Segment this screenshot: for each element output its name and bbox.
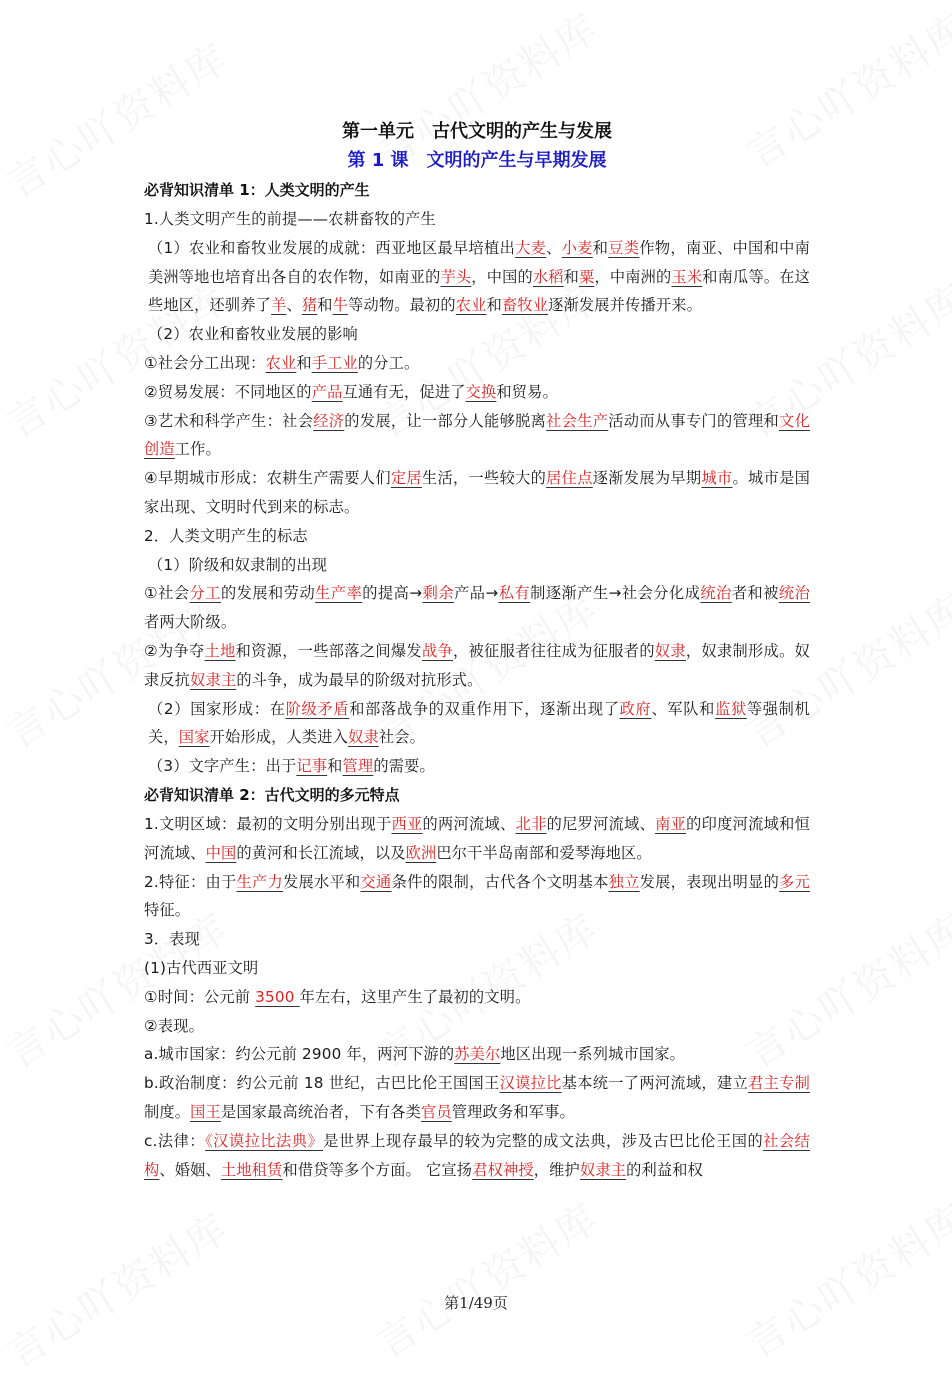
keyword-answer: 土地租赁	[220, 1160, 283, 1179]
keyword-answer: 汉谟拉比	[499, 1074, 562, 1093]
text-run: 和资源，一些部落之间爆发	[235, 641, 422, 660]
text-run: ，维护	[533, 1160, 580, 1179]
keyword-answer: 猪	[301, 296, 318, 315]
heading-premise: 1.人类文明产生的前提——农耕畜牧的产生	[144, 210, 436, 228]
text-run: 的尼罗河流域、	[546, 814, 656, 833]
unit-title: 第一单元 古代文明的产生与发展	[342, 121, 612, 142]
text-run: a.城市国家：约公元前 2900 年，两河下游的	[144, 1045, 455, 1064]
paragraph	[144, 695, 810, 753]
text-run: 工作。	[174, 440, 221, 459]
text-run: 管理政务和军事。	[451, 1102, 575, 1121]
watermark	[0, 1198, 238, 1379]
paragraph	[144, 810, 810, 868]
keyword-answer: 大麦	[515, 238, 547, 257]
text-run: 制度。	[144, 1102, 191, 1121]
paragraph	[144, 407, 810, 465]
subheading: （2）农业和畜牧业发展的影响	[148, 325, 358, 344]
text-run: 、	[286, 296, 302, 315]
keyword-answer: 土地	[204, 641, 236, 660]
keyword-answer: 农业	[265, 353, 297, 372]
watermark	[734, 1188, 952, 1370]
paragraph	[144, 1127, 810, 1185]
keyword-answer: 中国	[205, 843, 237, 862]
text-run: 和	[327, 757, 343, 776]
text-run: 、军队和	[651, 699, 716, 718]
text-run: 和贸易。	[496, 382, 558, 401]
keyword-answer: 交通	[360, 872, 392, 891]
text-run: 和借贷等多个方面。 它宣扬	[282, 1160, 473, 1179]
keyword-answer: 管理	[342, 757, 374, 776]
text-run: 的需要。	[373, 757, 435, 776]
keyword-answer: 牛	[332, 296, 349, 315]
paragraph	[144, 983, 810, 1012]
text-run: 2.特征：由于	[144, 872, 237, 891]
text-run: 产品→	[454, 584, 499, 603]
text-run: 活动而从事专门的管理和	[608, 411, 780, 430]
text-run: 是国家最高统治者，下有各类	[220, 1102, 421, 1121]
text-run: 等动物。最初的	[348, 296, 456, 315]
keyword-answer: 剩余	[422, 584, 455, 603]
keyword-answer: 生产率	[315, 584, 363, 603]
keyword-answer: 记事	[296, 757, 328, 776]
keyword-answer: 战争	[421, 641, 453, 660]
text-run: 制逐渐产生→社会分化成	[530, 584, 701, 603]
section-title-list1: 必背知识清单 1：人类文明的产生	[144, 181, 370, 199]
text-run: 作物，南亚、中国和中南美洲等地也培育出各自的农作物，如南亚的	[148, 238, 811, 286]
text-run: 发展，表现出明显的	[639, 872, 780, 891]
keyword-answer: 豆类	[608, 238, 640, 257]
keyword-answer: 水稻	[532, 267, 564, 286]
keyword-answer: 城市	[701, 469, 733, 488]
text-run: b.政治制度：约公元前 18 世纪，古巴比伦王国国王	[144, 1074, 500, 1093]
text-run: 者两大阶级。	[144, 613, 237, 632]
text-run: 的发展，让一部分人能够脱离	[344, 411, 547, 430]
text-run: 的提高→	[362, 584, 423, 603]
text-run: ，被征服者往往成为征服者的	[453, 641, 655, 660]
keyword-answer: 君权神授	[472, 1160, 534, 1179]
keyword-answer: 芋头	[440, 267, 472, 286]
subheading: (1)古代西亚文明	[144, 958, 259, 977]
text-run: 和部落战争的双重作用下，逐渐出现了	[349, 699, 620, 718]
keyword-answer: 文化创造	[144, 411, 810, 459]
text-run: 逐渐发展并传播开来。	[548, 296, 702, 315]
keyword-answer: 奴隶	[654, 641, 686, 660]
keyword-answer: 统治	[778, 584, 811, 603]
paragraph	[144, 349, 810, 378]
text-run: ①社会分工出现：	[144, 353, 266, 372]
keyword-answer: 国家	[178, 728, 210, 747]
text-run: 、婚姻、	[159, 1160, 221, 1179]
keyword-answer: 苏美尔	[454, 1045, 501, 1064]
text-run: 年左右，这里产生了最初的文明。	[299, 987, 531, 1006]
keyword-answer: 手工业	[311, 353, 358, 372]
keyword-answer: 政府	[619, 699, 652, 718]
text-run: 、	[546, 238, 562, 257]
text-run: 和南瓜等。在这些地区，还驯养了	[148, 267, 811, 315]
subheading: ②表现。	[144, 1016, 204, 1035]
keyword-answer: 国王	[190, 1102, 221, 1121]
paragraph	[144, 868, 810, 926]
paragraph	[144, 234, 810, 320]
keyword-answer: 畜牧业	[501, 296, 549, 315]
keyword-answer: 北非	[515, 814, 547, 833]
keyword-answer: 农业	[455, 296, 487, 315]
paragraph	[144, 579, 810, 637]
keyword-answer: 南亚	[655, 814, 687, 833]
page-number: 第1/49页	[444, 1294, 508, 1312]
paragraph	[144, 637, 810, 695]
keyword-answer: 小麦	[561, 238, 593, 257]
text-run: ③艺术和科学产生：社会	[144, 411, 314, 430]
keyword-answer: 产品	[311, 382, 343, 401]
text-run: 的印度河流域和恒河流域、	[144, 814, 811, 862]
text-run: 特征。	[144, 901, 191, 920]
text-run: c.法律：	[144, 1131, 206, 1150]
text-run: ，中南洲的	[594, 267, 672, 286]
text-run: 的利益和权	[626, 1160, 704, 1179]
text-run: （3）文字产生：出于	[148, 757, 297, 776]
keyword-answer: 3500	[255, 987, 300, 1006]
paragraph	[144, 1069, 810, 1127]
keyword-answer: 欧洲	[405, 843, 437, 862]
text-run: ①时间：公元前	[144, 987, 256, 1006]
heading-markers: 2．人类文明产生的标志	[144, 526, 308, 545]
lesson-title: 第 1 课 文明的产生与早期发展	[347, 150, 607, 171]
text-run: 的黄河和长江流域，以及	[236, 843, 406, 862]
paragraph	[144, 1040, 810, 1069]
keyword-answer: 定居	[390, 469, 422, 488]
keyword-answer: 居住点	[546, 469, 593, 488]
watermark	[364, 1188, 608, 1370]
text-run: ②为争夺	[144, 641, 205, 660]
keyword-answer: 阶级矛盾	[285, 699, 350, 718]
text-run: 条件的限制，古代各个文明基本	[391, 872, 609, 891]
text-run: 的发展和劳动	[220, 584, 316, 603]
keyword-answer: 奴隶主	[190, 670, 237, 689]
text-run: 生活，一些较大的	[421, 469, 547, 488]
text-run: ④早期城市形成：农耕生产需要人们	[144, 469, 391, 488]
keyword-answer: 羊	[271, 296, 287, 315]
text-run: 和	[486, 296, 502, 315]
text-run: 巴尔干半岛南部和爱琴海地区。	[436, 843, 652, 862]
keyword-answer: 统治	[700, 584, 732, 603]
paragraph	[144, 464, 810, 522]
text-run: 的分工。	[357, 353, 420, 372]
text-run: 社会。	[378, 728, 426, 747]
text-run: ②贸易发展：不同地区的	[144, 382, 312, 401]
paragraph	[144, 378, 810, 407]
keyword-answer: 监狱	[715, 699, 747, 718]
text-run: 和	[317, 296, 333, 315]
text-run: 等强制机关，	[148, 699, 810, 747]
document-page	[144, 118, 810, 1184]
text-run: 的斗争，成为最早的阶级对抗形式。	[236, 670, 483, 689]
keyword-answer: 奴隶	[348, 728, 379, 747]
keyword-answer: 经济	[313, 411, 345, 430]
text-run: ，中国的	[471, 267, 533, 286]
text-run: 基本统一了两河流域，建立	[561, 1074, 749, 1093]
keyword-answer: 西亚	[391, 814, 423, 833]
keyword-answer: 分工	[189, 584, 221, 603]
keyword-answer: 《汉谟拉比法典》	[205, 1131, 324, 1150]
text-run: 逐渐发展为早期	[592, 469, 702, 488]
section-title-list2: 必背知识清单 2：古代文明的多元特点	[144, 785, 400, 804]
subheading: （1）阶级和奴隶制的出现	[148, 555, 328, 574]
text-run: 和	[592, 238, 609, 257]
keyword-answer: 君主专制	[748, 1074, 810, 1093]
keyword-answer: 多元	[779, 872, 811, 891]
text-run: 互通有无，促进了	[342, 382, 466, 401]
text-run: 开始形成，人类进入	[209, 728, 349, 747]
keyword-answer: 玉米	[671, 267, 703, 286]
text-run: 发展水平和	[283, 872, 361, 891]
text-run: ，奴隶制形成。奴隶反抗	[144, 641, 810, 689]
text-run: 和	[296, 353, 312, 372]
text-run: （2）国家形成：在	[148, 699, 286, 718]
text-run: ①社会	[144, 584, 190, 603]
keyword-answer: 社会结构	[144, 1131, 810, 1179]
keyword-answer: 粟	[579, 267, 595, 286]
keyword-answer: 奴隶主	[579, 1160, 627, 1179]
keyword-answer: 交换	[465, 382, 497, 401]
text-run: （1）农业和畜牧业发展的成就：西亚地区最早培植出	[148, 238, 516, 257]
text-run: 1.文明区域：最初的文明分别出现于	[144, 814, 392, 833]
text-run: 和	[563, 267, 580, 286]
keyword-answer: 生产力	[236, 872, 284, 891]
text-run: 者和被	[731, 584, 779, 603]
heading-manifestation: 3．表现	[144, 930, 201, 949]
keyword-answer: 私有	[498, 584, 531, 603]
keyword-answer: 官员	[421, 1102, 452, 1121]
text-run: 的两河流域、	[422, 814, 516, 833]
text-run: 。城市是国家出现、文明时代到来的标志。	[144, 469, 811, 516]
paragraph	[144, 752, 810, 781]
keyword-answer: 独立	[608, 872, 640, 891]
text-run: 是世界上现存最早的较为完整的成文法典，涉及古巴比伦王国的	[323, 1131, 764, 1150]
keyword-answer: 社会生产	[546, 411, 609, 430]
text-run: 地区出现一系列城市国家。	[500, 1045, 686, 1064]
